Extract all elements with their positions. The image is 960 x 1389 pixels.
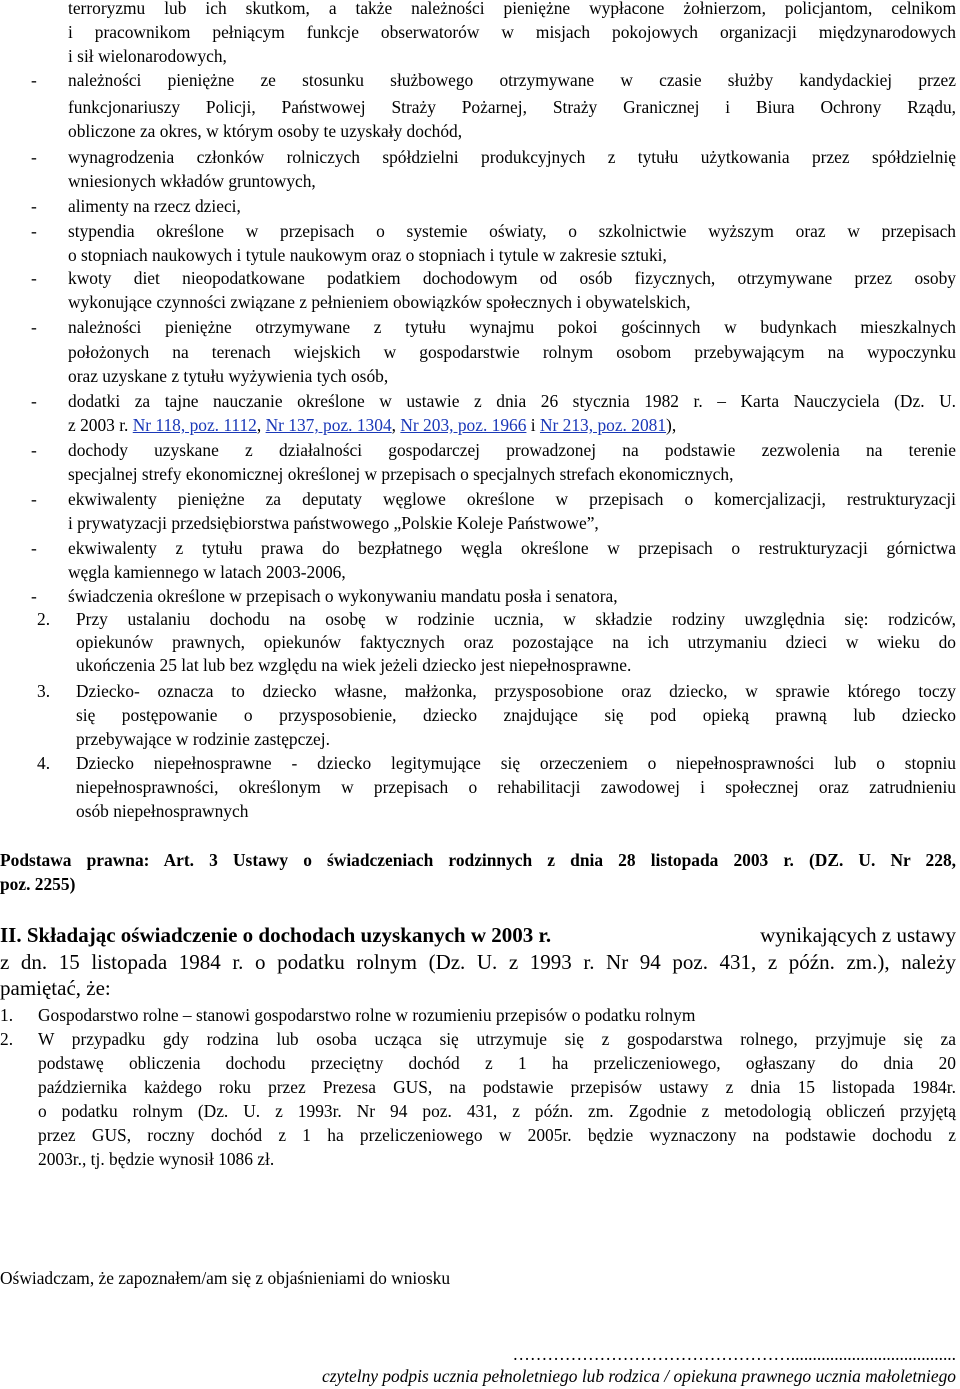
list-bullet: - xyxy=(31,391,37,411)
list-item-line: węgla kamiennego w latach 2003-2006, xyxy=(68,562,346,582)
list-number: 3. xyxy=(37,681,51,701)
declaration-text: Oświadczam, że zapoznałem/am się z objaśnieniami do wniosku xyxy=(0,1268,451,1288)
list-item-line: wykonujące czynności związane z pełnieniem obowiązków społecznych i obywatelskich, xyxy=(68,292,691,312)
journal-ref-link[interactable]: Nr 118, poz. 1112 xyxy=(132,415,257,435)
list-number: 2. xyxy=(0,1029,14,1049)
legal-basis-line: Podstawa prawna: Art. 3 Ustawy o świadczeniach rodzinnych z dnia 28 listopada 2003 r. (DZ. U. Nr 228, xyxy=(0,850,956,870)
journal-ref-link[interactable]: Nr 213, poz. 2081 xyxy=(539,415,667,435)
list-item-line: Dziecko- oznacza to dziecko własne, małżonka, przysposobione oraz dziecko, w sprawie którego toczy xyxy=(76,681,956,701)
karta-refs-prefix: z 2003 r. xyxy=(68,415,133,435)
journal-ref-link[interactable]: Nr 137, poz. 1304 xyxy=(265,415,392,435)
list-bullet: - xyxy=(31,70,37,90)
list-item-line: opiekunów prawnych, opiekunów faktycznych oraz pozostające na ich utrzymaniu dzieci w wieku do xyxy=(76,632,956,652)
signature-caption: czytelny podpis ucznia pełnoletniego lub rodzica / opiekuna prawnego ucznia małoletniego xyxy=(321,1366,956,1386)
list-item-line: kwoty diet nieopodatkowane podatkiem dochodowym od osób fizycznych, otrzymywane przez osoby xyxy=(68,268,956,288)
list-number: 1. xyxy=(0,1005,14,1025)
list-item-line: wniesionych wkładów gruntowych, xyxy=(68,171,316,191)
list-item-line: Przy ustalaniu dochodu na osobę w rodzinie ucznia, w składzie rodziny uwzględnia się: rodziców, xyxy=(76,609,956,629)
list-item-line: funkcjonariuszy Policji, Państwowej Straży Pożarnej, Straży Granicznej i Biura Ochrony Rządu, xyxy=(68,97,956,117)
list-item-line: świadczenia określone w przepisach o wykonywaniu mandatu posła i senatora, xyxy=(68,586,618,606)
karta-refs-line xyxy=(68,413,676,437)
list-item-line: Gospodarstwo rolne – stanowi gospodarstwo rolne w rozumieniu przepisów o podatku rolnym xyxy=(38,1005,696,1025)
list-item-line: stypendia określone w przepisach o systemie oświaty, o szkolnictwie wyższym oraz w przepisach xyxy=(68,221,956,241)
list-item-line: ekwiwalenty pieniężne za deputaty węglowe określone w przepisach o komercjalizacji, restrukturyzacji xyxy=(68,489,956,509)
list-bullet: - xyxy=(31,538,37,558)
list-item-line: października każdego roku przez Prezesa GUS, na podstawie przepisów ustawy z dnia 15 listopada 1984r. xyxy=(38,1077,956,1097)
list-item-line: niepełnosprawności, określonym w przepisach o rehabilitacji zawodowej i społecznej oraz zatrudnieniu xyxy=(76,777,956,797)
section-text-line: z dn. 15 listopada 1984 r. o podatku rolnym (Dz. U. z 1993 r. Nr 94 poz. 431, z późn. zm.), należy xyxy=(0,950,956,974)
legal-basis-line: poz. 2255) xyxy=(0,874,76,894)
list-item-line: przez GUS, roczny dochód z 1 ha przeliczeniowego w 2005r. będzie wyznaczony na podstawie dochodu z xyxy=(38,1125,956,1145)
list-item-line: 2003r., tj. będzie wynosił 1086 zł. xyxy=(38,1149,275,1169)
list-item-line: Dziecko niepełnosprawne - dziecko legitymujące się orzeczeniem o niepełnosprawności lub o stopniu xyxy=(76,753,956,773)
section-heading-bold: II. Składając oświadczenie o dochodach uzyskanych w 2003 r. xyxy=(0,923,552,947)
list-item-line: obliczone za okres, w którym osoby te uzyskały dochód, xyxy=(68,121,463,141)
list-item-line: położonych na terenach wiejskich w gospodarstwie rolnym osobom przebywającym na wypoczynku xyxy=(68,342,956,362)
list-item-line: osób niepełnosprawnych xyxy=(76,801,249,821)
list-bullet: - xyxy=(31,489,37,509)
list-item-line: należności pieniężne ze stosunku służbowego otrzymywane w czasie służby kandydackiej przez xyxy=(68,70,956,90)
text-line: terroryzmu lub ich skutkom, a także należności pieniężne wypłacone żołnierzom, policjantom, celnikom xyxy=(68,0,956,18)
section-heading-rest: wynikających z ustawy xyxy=(760,923,956,947)
list-item-line: dodatki za tajne nauczanie określone w ustawie z dnia 26 stycznia 1982 r. – Karta Nauczyciela (Dz. U. xyxy=(68,391,956,411)
list-item-line: o podatku rolnym (Dz. U. z 1993r. Nr 94 poz. 431, z późn. zm. Zgodnie z metodologią obliczeń przyjętą xyxy=(38,1101,956,1121)
ref-separator: , xyxy=(256,415,266,435)
signature-dotted-line: …………………………………………...................................... xyxy=(512,1344,956,1364)
section-text-line: pamiętać, że: xyxy=(0,976,111,1000)
list-item-line: o stopniach naukowych i tytule naukowym oraz o stopniach i tytule w zakresie sztuki, xyxy=(68,245,667,265)
list-bullet: - xyxy=(31,440,37,460)
list-item-line: ekwiwalenty z tytułu prawa do bezpłatnego węgla określone w przepisach o restrukturyzacji górnictwa xyxy=(68,538,956,558)
list-bullet: - xyxy=(31,586,37,606)
list-item-line: ukończenia 25 lat lub bez względu na wiek jeżeli dziecko jest niepełnosprawne. xyxy=(76,655,632,675)
list-item-line: przebywające w rodzinie zastępczej. xyxy=(76,729,330,749)
list-item-line: należności pieniężne otrzymywane z tytułu wynajmu pokoi gościnnych w budynkach mieszkalnych xyxy=(68,317,956,337)
ref-separator: ), xyxy=(666,415,677,435)
list-bullet: - xyxy=(31,317,37,337)
list-item-line: podstawę obliczenia dochodu przeciętny dochód z 1 ha przeliczeniowego, ogłaszany do dnia 20 xyxy=(38,1053,956,1073)
list-item-line: się postępowanie o przysposobienie, dziecko znajdujące się pod opieką prawną lub dziecko xyxy=(76,705,956,725)
ref-separator: i xyxy=(526,415,540,435)
list-item-line: alimenty na rzecz dzieci, xyxy=(68,196,241,216)
list-bullet: - xyxy=(31,268,37,288)
text-line: i sił wielonarodowych, xyxy=(68,46,227,66)
list-number: 2. xyxy=(37,609,51,629)
list-number: 4. xyxy=(37,753,51,773)
list-item-line: oraz uzyskane z tytułu wyżywienia tych osób, xyxy=(68,366,389,386)
list-item-line: dochody uzyskane z działalności gospodarczej prowadzonej na podstawie zezwolenia na terenie xyxy=(68,440,956,460)
section-heading xyxy=(0,922,956,948)
text-line: i pracownikom pełniącym funkcje obserwatorów w misjach pokojowych organizacji międzynarodowych xyxy=(68,22,956,42)
list-item-line: i prywatyzacji przedsiębiorstwa państwowego „Polskie Koleje Państwowe”, xyxy=(68,513,599,533)
list-item-line: wynagrodzenia członków rolniczych spółdzielni produkcyjnych z tytułu użytkowania przez spółdzielnię xyxy=(68,147,956,167)
list-item-line: specjalnej strefy ekonomicznej określonej w przepisach o specjalnych strefach ekonomicznych, xyxy=(68,464,734,484)
journal-ref-link[interactable]: Nr 203, poz. 1966 xyxy=(400,415,527,435)
ref-separator: , xyxy=(391,415,401,435)
list-bullet: - xyxy=(31,196,37,216)
list-item-line: W przypadku gdy rodzina lub osoba ucząca się utrzymuje się z gospodarstwa rolnego, przyjmuje się za xyxy=(38,1029,956,1049)
list-bullet: - xyxy=(31,147,37,167)
list-bullet: - xyxy=(31,221,37,241)
